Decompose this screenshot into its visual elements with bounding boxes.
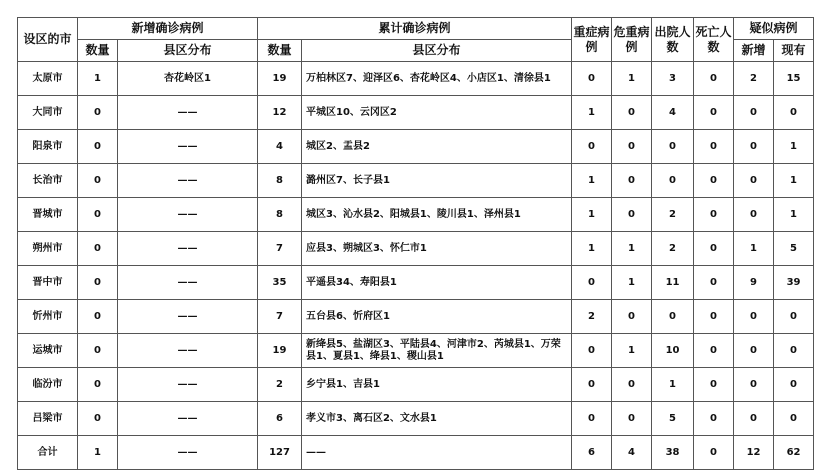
cell-deaths: 0 (694, 266, 734, 300)
cell-suspected-new: 0 (734, 368, 774, 402)
cell-deaths: 0 (694, 436, 734, 470)
cell-deaths: 0 (694, 232, 734, 266)
header-critical: 危重病例 (612, 18, 652, 62)
cell-severe: 0 (572, 402, 612, 436)
cell-discharged: 4 (652, 96, 694, 130)
cell-severe: 0 (572, 368, 612, 402)
table-row (18, 62, 814, 96)
cell-cum-count: 2 (258, 368, 302, 402)
cell-new-count: 0 (78, 300, 118, 334)
cell-suspected-current: 62 (774, 436, 814, 470)
cell-critical: 0 (612, 300, 652, 334)
header-suspected-current: 现有 (774, 40, 814, 62)
cell-severe: 0 (572, 334, 612, 368)
cell-deaths: 0 (694, 368, 734, 402)
cell-critical: 0 (612, 402, 652, 436)
cell-discharged: 11 (652, 266, 694, 300)
cell-critical: 1 (612, 266, 652, 300)
cell-new-district: —— (118, 266, 258, 300)
cell-cum-count: 7 (258, 232, 302, 266)
cell-suspected-current: 0 (774, 334, 814, 368)
cell-suspected-new: 12 (734, 436, 774, 470)
header-cum-count: 数量 (258, 40, 302, 62)
cell-new-count: 1 (78, 436, 118, 470)
cell-suspected-current: 0 (774, 300, 814, 334)
cell-city: 太原市 (18, 62, 78, 96)
cell-cum-district: 五台县6、忻府区1 (302, 300, 572, 334)
table-row (18, 300, 814, 334)
table-row (18, 402, 814, 436)
cell-city: 大同市 (18, 96, 78, 130)
table-row (18, 232, 814, 266)
cell-cum-count: 127 (258, 436, 302, 470)
case-table-wrapper (17, 17, 813, 470)
cell-city: 临汾市 (18, 368, 78, 402)
header-discharged: 出院人数 (652, 18, 694, 62)
cell-new-district: —— (118, 402, 258, 436)
header-cum-district: 县区分布 (302, 40, 572, 62)
cell-critical: 1 (612, 334, 652, 368)
table-row-total (18, 436, 814, 470)
cell-suspected-new: 9 (734, 266, 774, 300)
cell-city: 忻州市 (18, 300, 78, 334)
cell-city: 晋城市 (18, 198, 78, 232)
cell-critical: 1 (612, 62, 652, 96)
cell-deaths: 0 (694, 96, 734, 130)
cell-discharged: 3 (652, 62, 694, 96)
cell-new-count: 0 (78, 368, 118, 402)
cell-cum-district: 孝义市3、离石区2、文水县1 (302, 402, 572, 436)
cell-cum-count: 19 (258, 62, 302, 96)
cell-cum-count: 6 (258, 402, 302, 436)
cell-cum-district: 乡宁县1、吉县1 (302, 368, 572, 402)
header-cumulative-confirmed: 累计确诊病例 (258, 18, 572, 40)
cell-new-count: 1 (78, 62, 118, 96)
cell-city: 晋中市 (18, 266, 78, 300)
cell-discharged: 38 (652, 436, 694, 470)
cell-deaths: 0 (694, 334, 734, 368)
cell-suspected-new: 0 (734, 130, 774, 164)
cell-critical: 0 (612, 164, 652, 198)
table-row (18, 368, 814, 402)
cell-suspected-new: 2 (734, 62, 774, 96)
cell-suspected-new: 1 (734, 232, 774, 266)
cell-suspected-current: 0 (774, 402, 814, 436)
cell-cum-count: 8 (258, 198, 302, 232)
cell-deaths: 0 (694, 198, 734, 232)
cell-discharged: 0 (652, 130, 694, 164)
cell-discharged: 2 (652, 232, 694, 266)
table-row (18, 266, 814, 300)
cell-critical: 0 (612, 130, 652, 164)
header-new-count: 数量 (78, 40, 118, 62)
cell-new-count: 0 (78, 232, 118, 266)
cell-critical: 0 (612, 198, 652, 232)
cell-critical: 0 (612, 368, 652, 402)
cell-cum-count: 4 (258, 130, 302, 164)
cell-cum-count: 8 (258, 164, 302, 198)
cell-discharged: 5 (652, 402, 694, 436)
cell-severe: 0 (572, 266, 612, 300)
table-row (18, 334, 814, 368)
cell-suspected-current: 1 (774, 198, 814, 232)
cell-new-count: 0 (78, 130, 118, 164)
cell-suspected-current: 5 (774, 232, 814, 266)
cell-severe: 0 (572, 130, 612, 164)
cell-deaths: 0 (694, 164, 734, 198)
cell-new-count: 0 (78, 402, 118, 436)
table-row (18, 198, 814, 232)
cell-severe: 0 (572, 62, 612, 96)
cell-cum-district: 应县3、朔城区3、怀仁市1 (302, 232, 572, 266)
cell-suspected-new: 0 (734, 198, 774, 232)
cell-cum-count: 12 (258, 96, 302, 130)
cell-cum-district: 新绛县5、盐湖区3、平陆县4、河津市2、芮城县1、万荣县1、夏县1、绛县1、稷山县1 (302, 334, 572, 368)
cell-suspected-current: 0 (774, 96, 814, 130)
cell-new-district: —— (118, 130, 258, 164)
cell-suspected-current: 0 (774, 368, 814, 402)
cell-suspected-current: 39 (774, 266, 814, 300)
cell-suspected-new: 0 (734, 96, 774, 130)
case-statistics-table (17, 17, 814, 470)
cell-new-count: 0 (78, 266, 118, 300)
header-deaths: 死亡人数 (694, 18, 734, 62)
cell-city: 朔州市 (18, 232, 78, 266)
cell-severe: 1 (572, 164, 612, 198)
cell-cum-district: 城区2、盂县2 (302, 130, 572, 164)
cell-new-count: 0 (78, 164, 118, 198)
cell-city: 吕梁市 (18, 402, 78, 436)
cell-discharged: 0 (652, 164, 694, 198)
cell-suspected-current: 1 (774, 130, 814, 164)
cell-discharged: 0 (652, 300, 694, 334)
cell-new-district: —— (118, 334, 258, 368)
cell-cum-count: 19 (258, 334, 302, 368)
cell-cum-count: 7 (258, 300, 302, 334)
cell-new-district: —— (118, 96, 258, 130)
cell-cum-district: 平城区10、云冈区2 (302, 96, 572, 130)
cell-severe: 1 (572, 198, 612, 232)
cell-cum-district: 万柏林区7、迎泽区6、杏花岭区4、小店区1、清徐县1 (302, 62, 572, 96)
cell-cum-count: 35 (258, 266, 302, 300)
cell-city: 运城市 (18, 334, 78, 368)
cell-suspected-current: 15 (774, 62, 814, 96)
cell-deaths: 0 (694, 402, 734, 436)
table-body (18, 62, 814, 470)
table-row (18, 96, 814, 130)
cell-cum-district: —— (302, 436, 572, 470)
cell-severe: 2 (572, 300, 612, 334)
cell-severe: 1 (572, 96, 612, 130)
table-row (18, 164, 814, 198)
cell-critical: 4 (612, 436, 652, 470)
cell-new-district: —— (118, 198, 258, 232)
cell-discharged: 10 (652, 334, 694, 368)
header-severe: 重症病例 (572, 18, 612, 62)
cell-new-count: 0 (78, 334, 118, 368)
cell-deaths: 0 (694, 62, 734, 96)
cell-discharged: 1 (652, 368, 694, 402)
cell-suspected-current: 1 (774, 164, 814, 198)
cell-suspected-new: 0 (734, 300, 774, 334)
header-suspected: 疑似病例 (734, 18, 814, 40)
cell-discharged: 2 (652, 198, 694, 232)
cell-city: 长治市 (18, 164, 78, 198)
cell-critical: 0 (612, 96, 652, 130)
cell-new-district: —— (118, 232, 258, 266)
cell-new-district: —— (118, 300, 258, 334)
cell-cum-district: 潞州区7、长子县1 (302, 164, 572, 198)
cell-suspected-new: 0 (734, 334, 774, 368)
cell-cum-district: 城区3、沁水县2、阳城县1、陵川县1、泽州县1 (302, 198, 572, 232)
header-new-confirmed: 新增确诊病例 (78, 18, 258, 40)
cell-severe: 1 (572, 232, 612, 266)
cell-new-district: 杏花岭区1 (118, 62, 258, 96)
cell-new-district: —— (118, 436, 258, 470)
cell-new-count: 0 (78, 198, 118, 232)
cell-suspected-new: 0 (734, 164, 774, 198)
cell-cum-district: 平遥县34、寿阳县1 (302, 266, 572, 300)
cell-new-district: —— (118, 164, 258, 198)
cell-new-count: 0 (78, 96, 118, 130)
cell-deaths: 0 (694, 300, 734, 334)
header-suspected-new: 新增 (734, 40, 774, 62)
header-new-district: 县区分布 (118, 40, 258, 62)
cell-city: 合计 (18, 436, 78, 470)
cell-new-district: —— (118, 368, 258, 402)
cell-severe: 6 (572, 436, 612, 470)
table-row (18, 130, 814, 164)
cell-critical: 1 (612, 232, 652, 266)
cell-city: 阳泉市 (18, 130, 78, 164)
cell-suspected-new: 0 (734, 402, 774, 436)
header-city: 设区的市 (18, 18, 78, 62)
cell-deaths: 0 (694, 130, 734, 164)
